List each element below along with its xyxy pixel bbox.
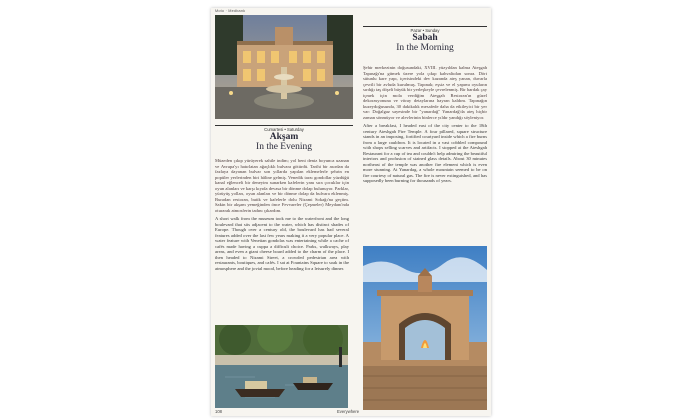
evening-title-turkish: Akşam (269, 132, 299, 142)
morning-paragraph-english: After a breakfast, I headed east of the city center to the 18th century Ateshgah Fire Temple. A four pillared, square structure stands in an imposing, fortified courtyard inside which a fire burns from a large cauldron. It is located in a vast cobbled compound with shops selling scarves and artifacts. I stopped at the Ateshgah Restaurant for a cup of tea and couldn't help admiring the beautiful interiors and profusion of stained glass details. About 30 minutes northeast of the temple was another fire element which is even more stunning. At Yanardag, a whole mountain seemed to be on fire courtesy of natural gas. The fire is never extinguished, and has supposedly been burning for thousands of years. (363, 123, 487, 183)
evening-paragraph-turkish: Müzeden çıkıp yürüyerek sahile indim; yol beni deniz boyunca uzanan ve Avrupa'yı hatırlatan ağaçlıklı bulvara götürdü. Tarihi bir asırdan da fazlaya dayanan bulvar son yıllarda yapılan eklemelerle şehrin en popüler yerlerinden biri hâline gelmiş. Venedik tarzı gondollar yüzdüğü kanal eğlenceli bir deneyim sunarken kafelerin yanı sıra çocuklar için oyun alanları ve karşı kıyıda devasa bir dönme dolap bulunuyor. Parklar, yürüyüş yolları, oyun alanları ve bir dönme dolap da bulvara eklenmiş. Buradan restoran, butik ve kafelerle dolu Nizami Sokağı'na geçtim. Sakin bir akşam yemeğinden önce Fevvareler (Çeşmeler) Meydanı'nda oturarak atmosferin tadını çıkardım. (215, 158, 349, 213)
morning-day-label: Pazar • Sunday (410, 28, 440, 33)
evening-section-header (215, 125, 353, 159)
morning-title-turkish: Sabah (412, 33, 438, 43)
section-rule (363, 26, 487, 27)
page-number: 108 (215, 409, 222, 414)
canal-gondola-photo (215, 325, 348, 408)
evening-body (215, 158, 349, 323)
morning-body (363, 65, 487, 243)
magazine-page (211, 8, 491, 416)
palace-fountain-photo (215, 15, 353, 119)
morning-title-english: In the Morning (396, 43, 454, 53)
magazine-name: Everywhere (337, 409, 360, 414)
fire-temple-photo (363, 246, 487, 410)
running-head: Moto · Medbank (215, 9, 246, 13)
evening-paragraph-english: A short walk from the museum took me to the waterfront and the long boulevard that sits adjacent to the water, which has distinct shades of Europe. Though over a century old, the boulevard has had several features added over the last few years making it a very popular place. A water feature with Venetian gondolas was entertaining while a cache of cafés made having a cuppa a difficult choice. Parks, walkways, play areas, and even a giant cheese board added to the charm of the place. I then headed to Nizami Street, a crowded pedestrian area with restaurants, boutiques, and cafés. I sat at Fountains Square to soak in the atmosphere and the jovial mood, before heading for a leisurely dinner. (215, 216, 349, 271)
evening-day-label: Cumartesi • Saturday (264, 127, 304, 132)
section-rule (215, 125, 353, 126)
morning-paragraph-turkish: Şehir merkezinin doğusundaki, XVIII. yüzyıldan kalma Ateşgah Tapınağı'na gitmek üzere yola çıkıp kahvaltıdan sonra. Dört sütunlu kare yapı, içerisindeki dev kazanda ateş yanan, duvarla çevrili bir avluda kurulmuş. Tapınak; eşsiz ve el yapımı oyuların sırdığı taş döşeli büyük bir yerleşkeyle çevrelenmiş. Bir bardak çay içmek için mola verdiğim Ateşgah Restoran'ın güzel dekorasyonuna ve vitray detaylarına hayran kaldım. Tapınağın kuzeydoğusunda, 30 dakikalık mesafede daha da etkileyici bir yer var: Doğalgaz sayesinde bir "yanardağ" Yanardağ'da ateş hiçbir zaman sönmüyor ve alevlerinin binlerce yıldır yandığı söyleniyor. (363, 65, 487, 120)
evening-title-english: In the Evening (256, 142, 312, 152)
morning-section-header (363, 26, 487, 60)
